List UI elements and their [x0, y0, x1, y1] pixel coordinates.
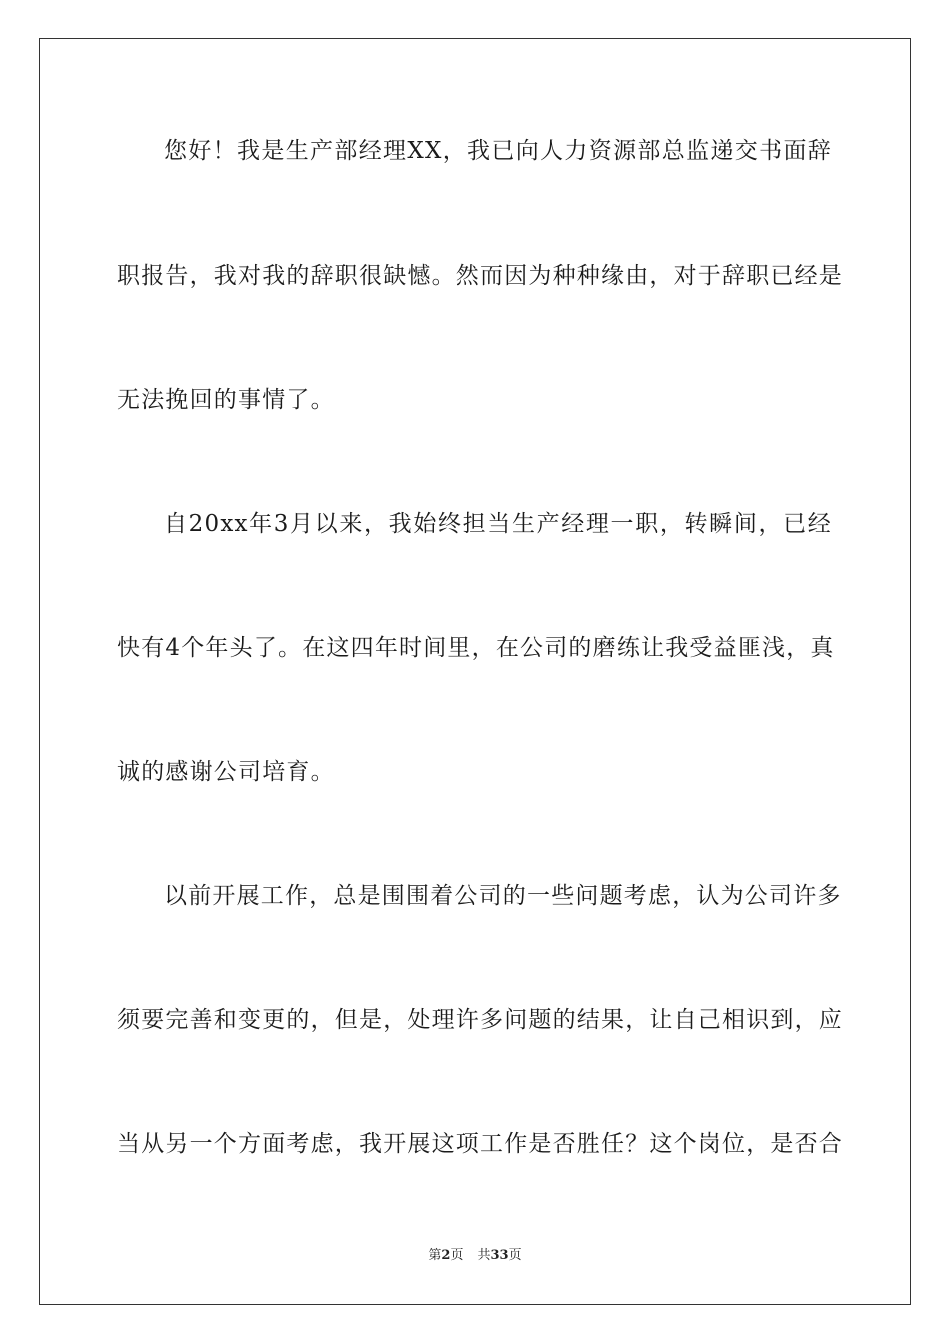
text-line-2: 职报告，我对我的辞职很缺憾。然而因为种种缘由，对于辞职已经是	[117, 263, 843, 289]
total-pages: 33	[490, 1248, 509, 1263]
text-line-8: 须要完善和变更的，但是，处理许多问题的结果，让自己相识到，应	[117, 1007, 843, 1033]
text-line-1: 您好！我是生产部经理XX，我已向人力资源部总监递交书面辞	[164, 138, 832, 164]
total-suffix: 页	[508, 1248, 522, 1263]
total-prefix: 共	[477, 1248, 491, 1263]
text-line-7: 以前开展工作，总是围围着公司的一些问题考虑，认为公司许多	[164, 883, 842, 909]
page-suffix: 页	[450, 1248, 464, 1263]
page-number: 2	[441, 1248, 451, 1263]
page-prefix: 第	[428, 1248, 442, 1263]
text-line-4: 自20xx年3月以来，我始终担当生产经理一职，转瞬间，已经	[164, 511, 832, 537]
text-line-5: 快有4个年头了。在这四年时间里，在公司的磨练让我受益匪浅，真	[117, 635, 835, 661]
text-line-3: 无法挽回的事情了。	[117, 387, 335, 413]
page-footer	[0, 1248, 950, 1264]
text-line-9: 当从另一个方面考虑，我开展这项工作是否胜任？这个岗位，是否合	[117, 1131, 843, 1157]
page-border	[39, 38, 911, 1305]
text-line-6: 诚的感谢公司培育。	[117, 759, 335, 785]
